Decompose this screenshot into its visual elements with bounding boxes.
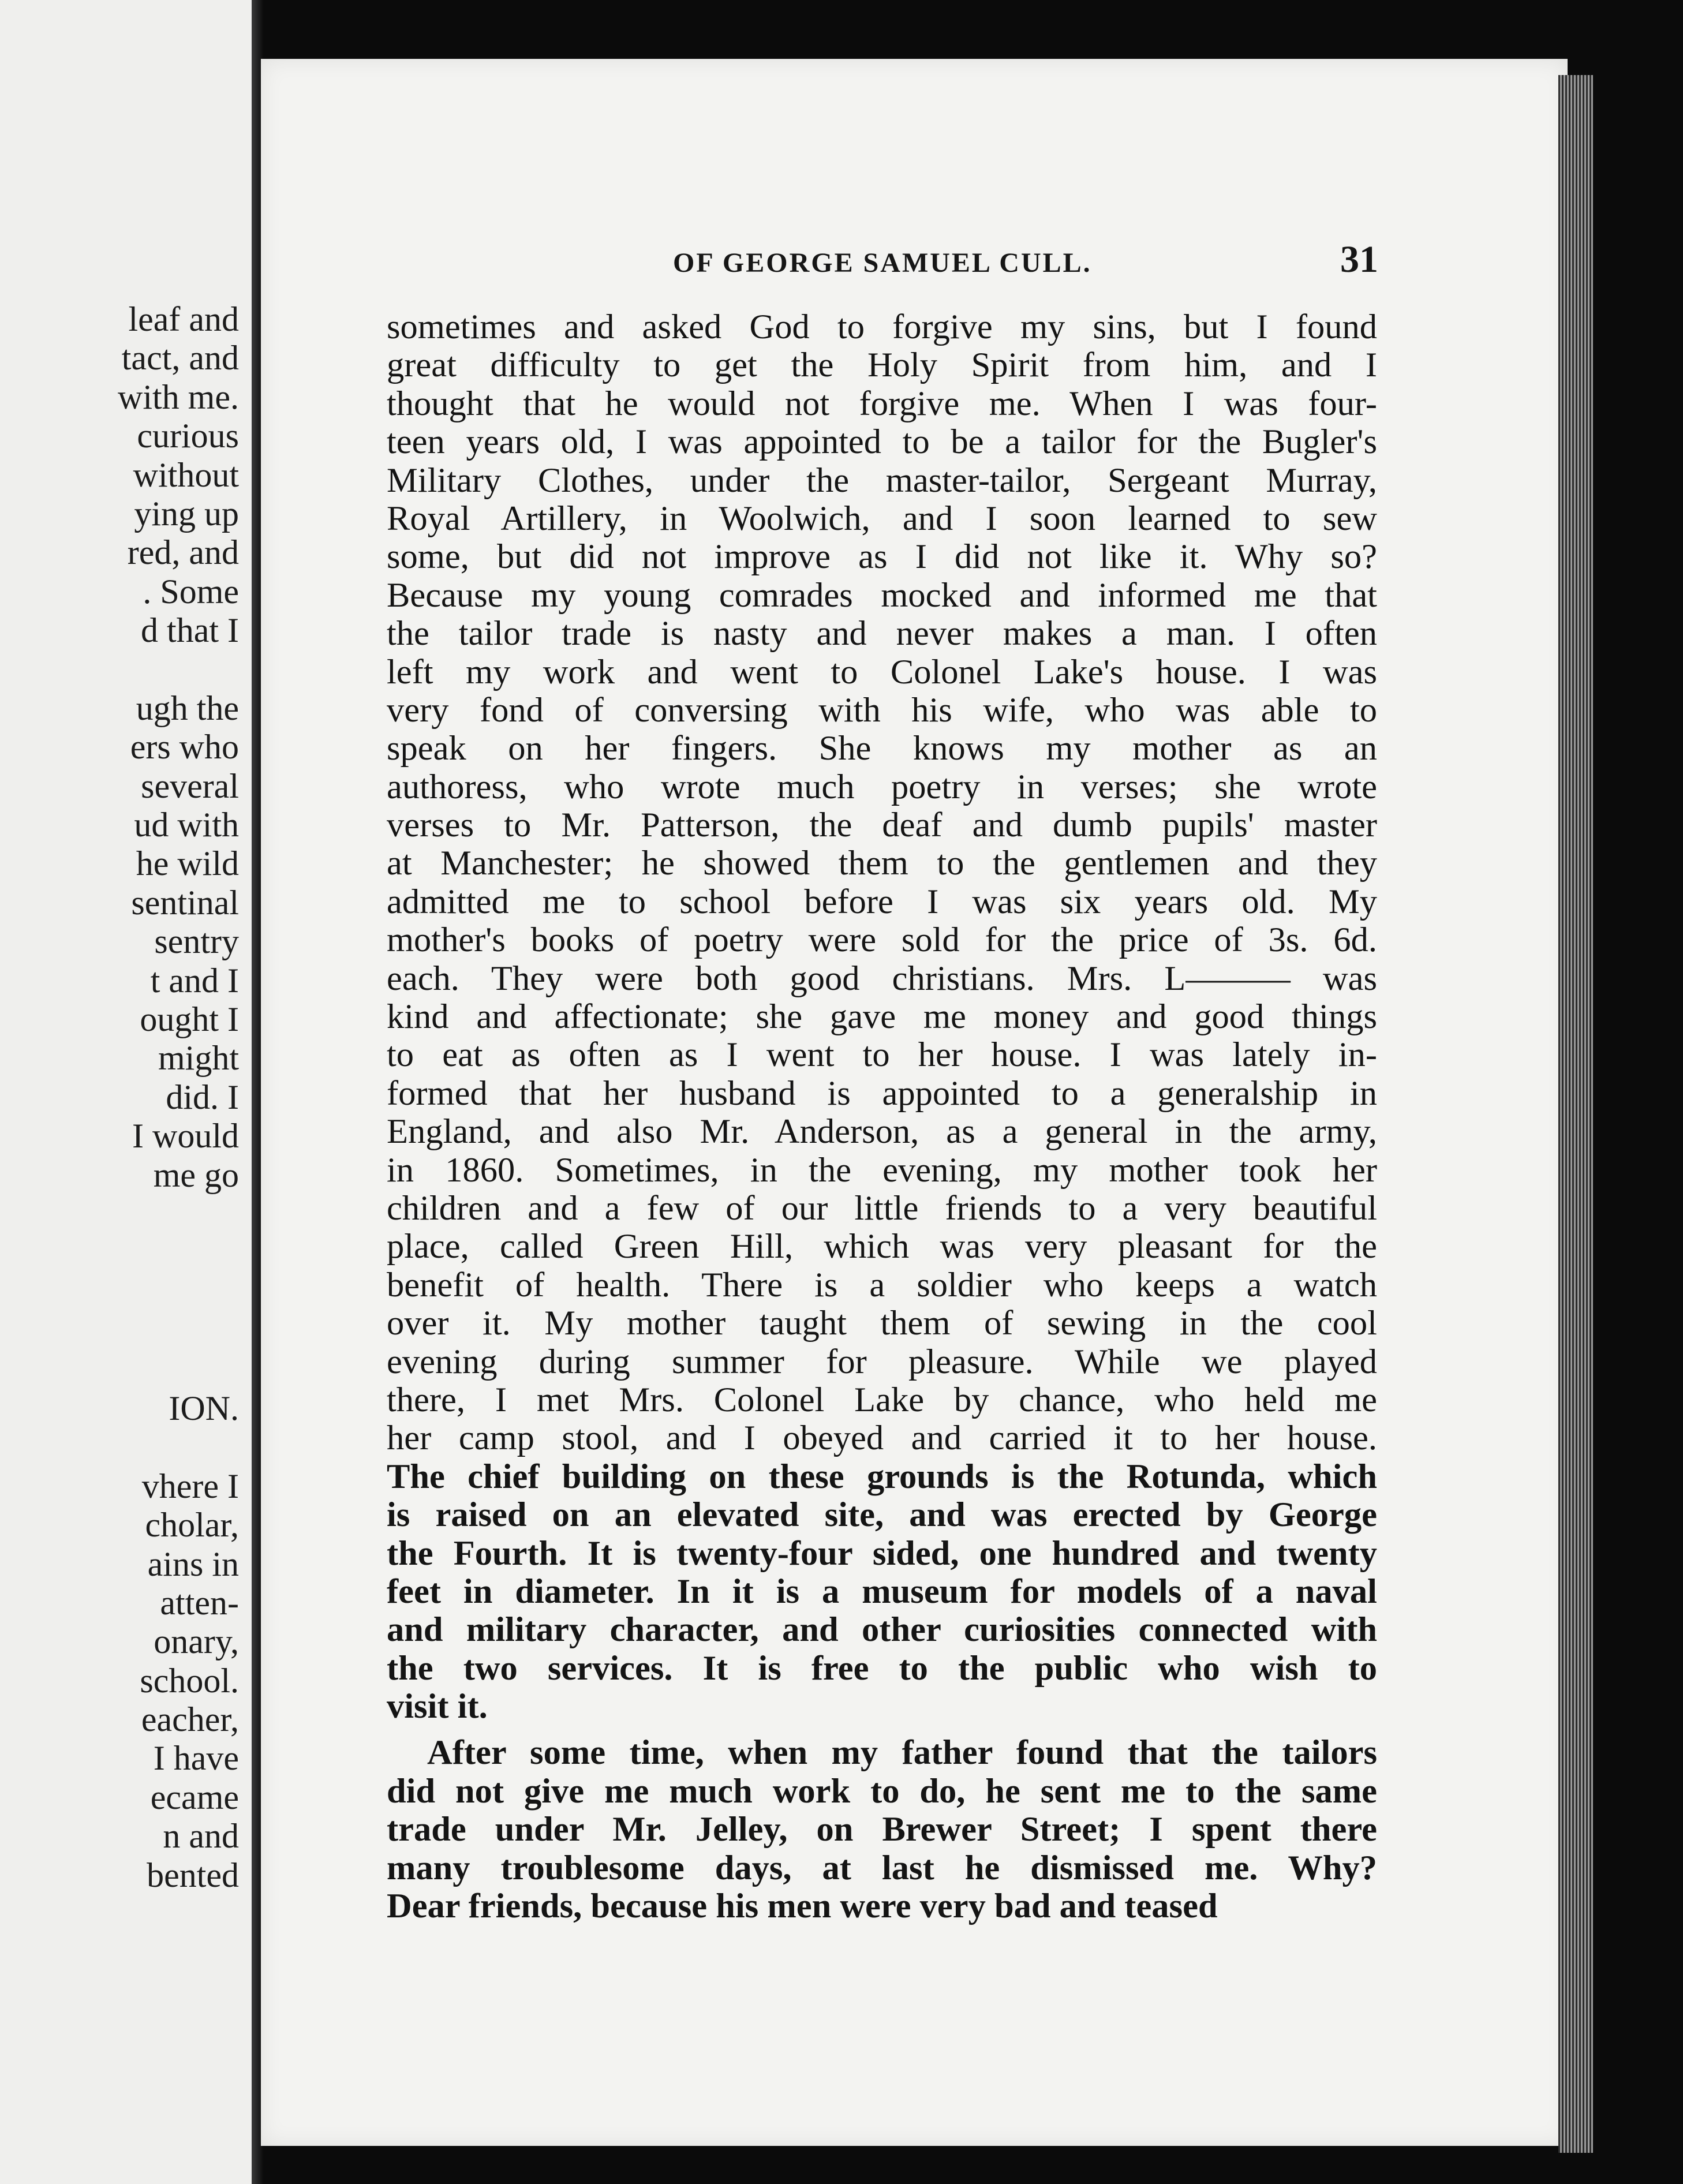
text-line: some, but did not improve as I did not like it. Why so? bbox=[387, 537, 1377, 577]
previous-page-line: atten- bbox=[160, 1583, 239, 1622]
running-head: OF GEORGE SAMUEL CULL. bbox=[673, 248, 1092, 278]
text-line: sometimes and asked God to forgive my sins, but I found bbox=[387, 308, 1377, 346]
previous-page-line: ION. bbox=[169, 1389, 239, 1427]
previous-page-line: red, and bbox=[127, 533, 239, 572]
text-line: over it. My mother taught them of sewing in the cool bbox=[387, 1304, 1377, 1343]
previous-page-line: me go bbox=[153, 1155, 239, 1194]
text-line: to eat as often as I went to her house. I was lately in- bbox=[387, 1035, 1377, 1075]
previous-page-line: might bbox=[158, 1039, 239, 1078]
text-line: at Manchester; he showed them to the gentlemen and they bbox=[387, 844, 1377, 883]
previous-page-line: ains in bbox=[147, 1544, 239, 1583]
text-line: many troublesome days, at last he dismissed me. Why? bbox=[387, 1848, 1377, 1887]
previous-page-line: eacher, bbox=[141, 1700, 239, 1739]
previous-page-line: onary, bbox=[154, 1622, 239, 1661]
text-line: kind and affectionate; she gave me money and good things bbox=[387, 997, 1377, 1037]
previous-page-line: sentry bbox=[154, 922, 239, 961]
text-line: teen years old, I was appointed to be a tailor for the Bugler's bbox=[387, 422, 1377, 462]
previous-page-line: bented bbox=[147, 1856, 239, 1894]
previous-page-line: ying up bbox=[134, 494, 239, 533]
previous-page-line: without bbox=[133, 455, 239, 494]
text-line: Because my young comrades mocked and informed me that bbox=[387, 575, 1377, 615]
previous-page-line: ecame bbox=[150, 1778, 239, 1816]
text-line: formed that her husband is appointed to a generalship in bbox=[387, 1074, 1377, 1113]
previous-page-line: sentinal bbox=[131, 883, 239, 922]
text-line: visit it. bbox=[387, 1687, 488, 1726]
text-line: her camp stool, and I obeyed and carried it to her house. bbox=[387, 1419, 1377, 1458]
text-line: there, I met Mrs. Colonel Lake by chance, who held me bbox=[387, 1380, 1377, 1419]
previous-page-line: . Some bbox=[143, 572, 239, 611]
text-line: is raised on an elevated site, and was erected by George bbox=[387, 1495, 1377, 1535]
body-text bbox=[387, 308, 1377, 1925]
previous-page-line: he wild bbox=[136, 844, 239, 883]
text-line: the tailor trade is nasty and never makes a man. I often bbox=[387, 614, 1377, 653]
previous-page-text bbox=[118, 300, 239, 1895]
previous-page-line: ugh the bbox=[136, 689, 239, 727]
paragraph-gap bbox=[387, 1726, 1377, 1734]
text-line: the Fourth. It is twenty-four sided, one hundred and twenty bbox=[387, 1534, 1377, 1573]
previous-page-line: d that I bbox=[141, 611, 239, 650]
page-header bbox=[673, 238, 1378, 284]
text-line: very fond of conversing with his wife, who was able to bbox=[387, 690, 1377, 730]
previous-page-line bbox=[118, 1351, 239, 1389]
previous-page-line bbox=[118, 650, 239, 689]
previous-page-line bbox=[118, 1233, 239, 1272]
text-line: authoress, who wrote much poetry in verses; she wrote bbox=[387, 767, 1377, 806]
previous-page-line: t and I bbox=[150, 961, 239, 1000]
previous-page-line: n and bbox=[163, 1817, 239, 1856]
text-line: did not give me much work to do, he sent me to the same bbox=[387, 1771, 1377, 1811]
previous-page bbox=[0, 0, 252, 2184]
text-line: Royal Artillery, in Woolwich, and I soon learned to sew bbox=[387, 499, 1377, 538]
text-line: Military Clothes, under the master-tailor, Sergeant Murray, bbox=[387, 461, 1377, 500]
previous-page-line: leaf and bbox=[128, 300, 239, 338]
text-line: The chief building on these grounds is the Rotunda, which bbox=[387, 1457, 1377, 1496]
text-line: After some time, when my father found that the tailors bbox=[427, 1733, 1377, 1772]
text-line: thought that he would not forgive me. When I was four- bbox=[387, 384, 1377, 423]
previous-page-line: ought I bbox=[140, 1000, 239, 1039]
page-number: 31 bbox=[1340, 238, 1378, 281]
previous-page-line: with me. bbox=[118, 377, 239, 416]
previous-page-line: I have bbox=[153, 1739, 239, 1778]
previous-page-line bbox=[118, 1195, 239, 1233]
text-line: evening during summer for pleasure. While we played bbox=[387, 1342, 1377, 1381]
previous-page-line bbox=[118, 1273, 239, 1311]
text-line: verses to Mr. Patterson, the deaf and dumb pupils' master bbox=[387, 806, 1377, 845]
text-line: feet in diameter. In it is a museum for models of a naval bbox=[387, 1572, 1377, 1611]
previous-page-line: vhere I bbox=[141, 1467, 239, 1505]
previous-page-line: curious bbox=[137, 417, 239, 455]
previous-page-line: several bbox=[141, 766, 239, 805]
page-edge bbox=[1558, 75, 1593, 2153]
text-line: Dear friends, because his men were very bad and teased bbox=[387, 1887, 1218, 1926]
previous-page-line bbox=[118, 1428, 239, 1467]
text-line: and military character, and other curiosities connected with bbox=[387, 1610, 1377, 1650]
previous-page-line: ud with bbox=[134, 806, 239, 844]
text-line: great difficulty to get the Holy Spirit from him, and I bbox=[387, 346, 1377, 385]
text-line: mother's books of poetry were sold for the price of 3s. 6d. bbox=[387, 921, 1377, 960]
text-line: England, and also Mr. Anderson, as a general in the army, bbox=[387, 1112, 1377, 1151]
previous-page-line: school. bbox=[140, 1661, 239, 1700]
text-line: trade under Mr. Jelley, on Brewer Street; I spent there bbox=[387, 1810, 1377, 1849]
text-line: each. They were both good christians. Mrs. L——— was bbox=[387, 959, 1377, 998]
text-line: children and a few of our little friends to a very beautiful bbox=[387, 1188, 1377, 1228]
previous-page-line: cholar, bbox=[145, 1506, 239, 1544]
previous-page-line: tact, and bbox=[121, 339, 239, 377]
text-line: left my work and went to Colonel Lake's house. I was bbox=[387, 652, 1377, 691]
text-line: admitted me to school before I was six years old. My bbox=[387, 882, 1377, 921]
previous-page-line: ers who bbox=[130, 728, 239, 766]
previous-page-line: I would bbox=[132, 1117, 239, 1155]
text-line: in 1860. Sometimes, in the evening, my mother took her bbox=[387, 1150, 1377, 1190]
previous-page-line bbox=[118, 1311, 239, 1350]
text-line: speak on her fingers. She knows my mother as an bbox=[387, 729, 1377, 768]
text-line: the two services. It is free to the public who wish to bbox=[387, 1648, 1377, 1688]
previous-page-line: did. I bbox=[166, 1078, 239, 1116]
text-line: benefit of health. There is a soldier who keeps a watch bbox=[387, 1265, 1377, 1304]
text-line: place, called Green Hill, which was very pleasant for the bbox=[387, 1227, 1377, 1266]
